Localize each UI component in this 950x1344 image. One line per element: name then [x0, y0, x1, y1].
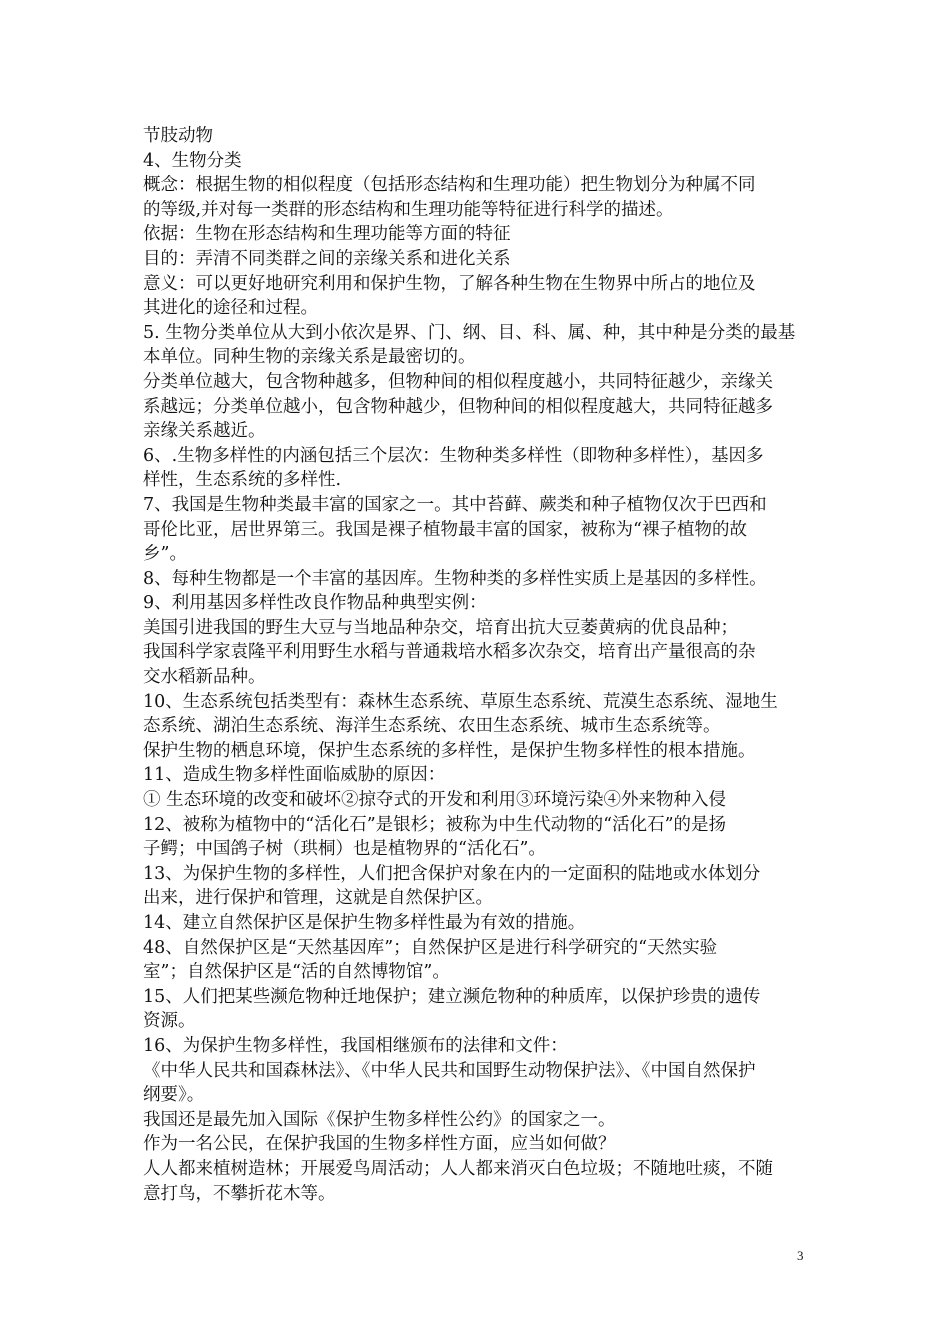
text-line: 哥伦比亚，居世界第三。我国是裸子植物最丰富的国家，被称为“裸子植物的故	[143, 519, 747, 540]
text-line: 系越远；分类单位越小，包含物种越少，但物种间的相似程度越大，共同特征越多	[143, 396, 773, 417]
text-line: 8、每种生物都是一个丰富的基因库。生物种类的多样性实质上是基因的多样性。	[143, 568, 767, 589]
text-line: 11、造成生物多样性面临威胁的原因：	[143, 765, 446, 786]
text-line: 子鳄；中国鸽子树（珙桐）也是植物界的“活化石”。	[143, 839, 546, 860]
text-line: 分类单位越大，包含物种越多，但物种间的相似程度越小，共同特征越少，亲缘关	[143, 371, 773, 392]
text-line: ① 生态环境的改变和破坏②掠夺式的开发和利用③环境污染④外来物种入侵	[143, 790, 727, 811]
text-line: 15、人们把某些濒危物种迁地保护；建立濒危物种的种质库，以保护珍贵的遗传	[143, 986, 761, 1007]
text-line: 48、自然保护区是“天然基因库”；自然保护区是进行科学研究的“天然实验	[143, 937, 718, 958]
text-line: 人人都来植树造林；开展爱鸟周活动；人人都来消灭白色垃圾；不随地吐痰，不随	[143, 1158, 773, 1179]
text-line: 样性，生态系统的多样性.	[143, 470, 342, 491]
section-heading: 4、生物分类	[143, 150, 242, 171]
text-line: 5. 生物分类单位从大到小依次是界、门、纲、目、科、属、种，其中种是分类的最基	[143, 322, 796, 343]
text-line: 美国引进我国的野生大豆与当地品种杂交，培育出抗大豆萎黄病的优良品种；	[143, 617, 738, 638]
text-line: 意义：可以更好地研究利用和保护生物，了解各种生物在生物界中所占的地位及	[143, 273, 756, 294]
text-line: 交水稻新品种。	[143, 667, 266, 688]
text-line: 14、建立自然保护区是保护生物多样性最为有效的措施。	[143, 913, 586, 933]
text-line: 本单位。同种生物的亲缘关系是最密切的。	[143, 347, 476, 368]
text-line: 目的：弄清不同类群之间的亲缘关系和进化关系	[143, 248, 511, 269]
text-line: 《中华人民共和国森林法》、《中华人民共和国野生动物保护法》、《中国自然保护	[143, 1060, 756, 1081]
text-line: 依据：生物在形态结构和生理功能等方面的特征	[143, 224, 511, 245]
text-line: 我国还是最先加入国际《保护生物多样性公约》的国家之一。	[143, 1109, 616, 1130]
text-line: 概念：根据生物的相似程度（包括形态结构和生理功能）把生物划分为种属不同	[143, 175, 756, 196]
document-body	[143, 124, 811, 1206]
text-line: 意打鸟，不攀折花木等。	[143, 1183, 336, 1204]
text-line: 13、为保护生物的多样性，人们把含保护对象在内的一定面积的陆地或水体划分	[143, 863, 761, 884]
text-line: 出来，进行保护和管理，这就是自然保护区。	[143, 888, 493, 909]
page-number: 3	[797, 1248, 804, 1263]
text-line: 乡”。	[143, 544, 187, 565]
text-line: 7、我国是生物种类最丰富的国家之一。其中苔藓、蕨类和种子植物仅次于巴西和	[143, 494, 767, 515]
text-line: 的等级,并对每一类群的形态结构和生理功能等特征进行科学的描述。	[143, 199, 674, 220]
text-line: 资源。	[143, 1011, 196, 1032]
text-line: 节肢动物	[143, 126, 213, 146]
text-line: 其进化的途径和过程。	[143, 298, 318, 319]
text-line: 室”；自然保护区是“活的自然博物馆”。	[143, 962, 450, 983]
text-line: 保护生物的栖息环境，保护生态系统的多样性，是保护生物多样性的根本措施。	[143, 740, 756, 761]
text-line: 16、为保护生物多样性，我国相继颁布的法律和文件：	[143, 1035, 568, 1056]
text-line: 我国科学家袁隆平利用野生水稻与普通栽培水稻多次杂交，培育出产量很高的杂	[143, 642, 756, 663]
text-line: 6、.生物多样性的内涵包括三个层次：生物种类多样性（即物种多样性），基因多	[143, 445, 764, 466]
text-line: 作为一名公民，在保护我国的生物多样性方面，应当如何做？	[143, 1134, 616, 1155]
text-line: 态系统、湖泊生态系统、海洋生态系统、农田生态系统、城市生态系统等。	[143, 716, 721, 737]
text-line: 9、利用基因多样性改良作物品种典型实例：	[143, 593, 487, 614]
text-line: 纲要》。	[143, 1085, 205, 1106]
text-line: 12、被称为植物中的“活化石”是银杉；被称为中生代动物的“活化石”的是扬	[143, 814, 727, 835]
text-line: 亲缘关系越近。	[143, 421, 266, 442]
text-line: 10、生态系统包括类型有：森林生态系统、草原生态系统、荒漠生态系统、湿地生	[143, 691, 778, 712]
